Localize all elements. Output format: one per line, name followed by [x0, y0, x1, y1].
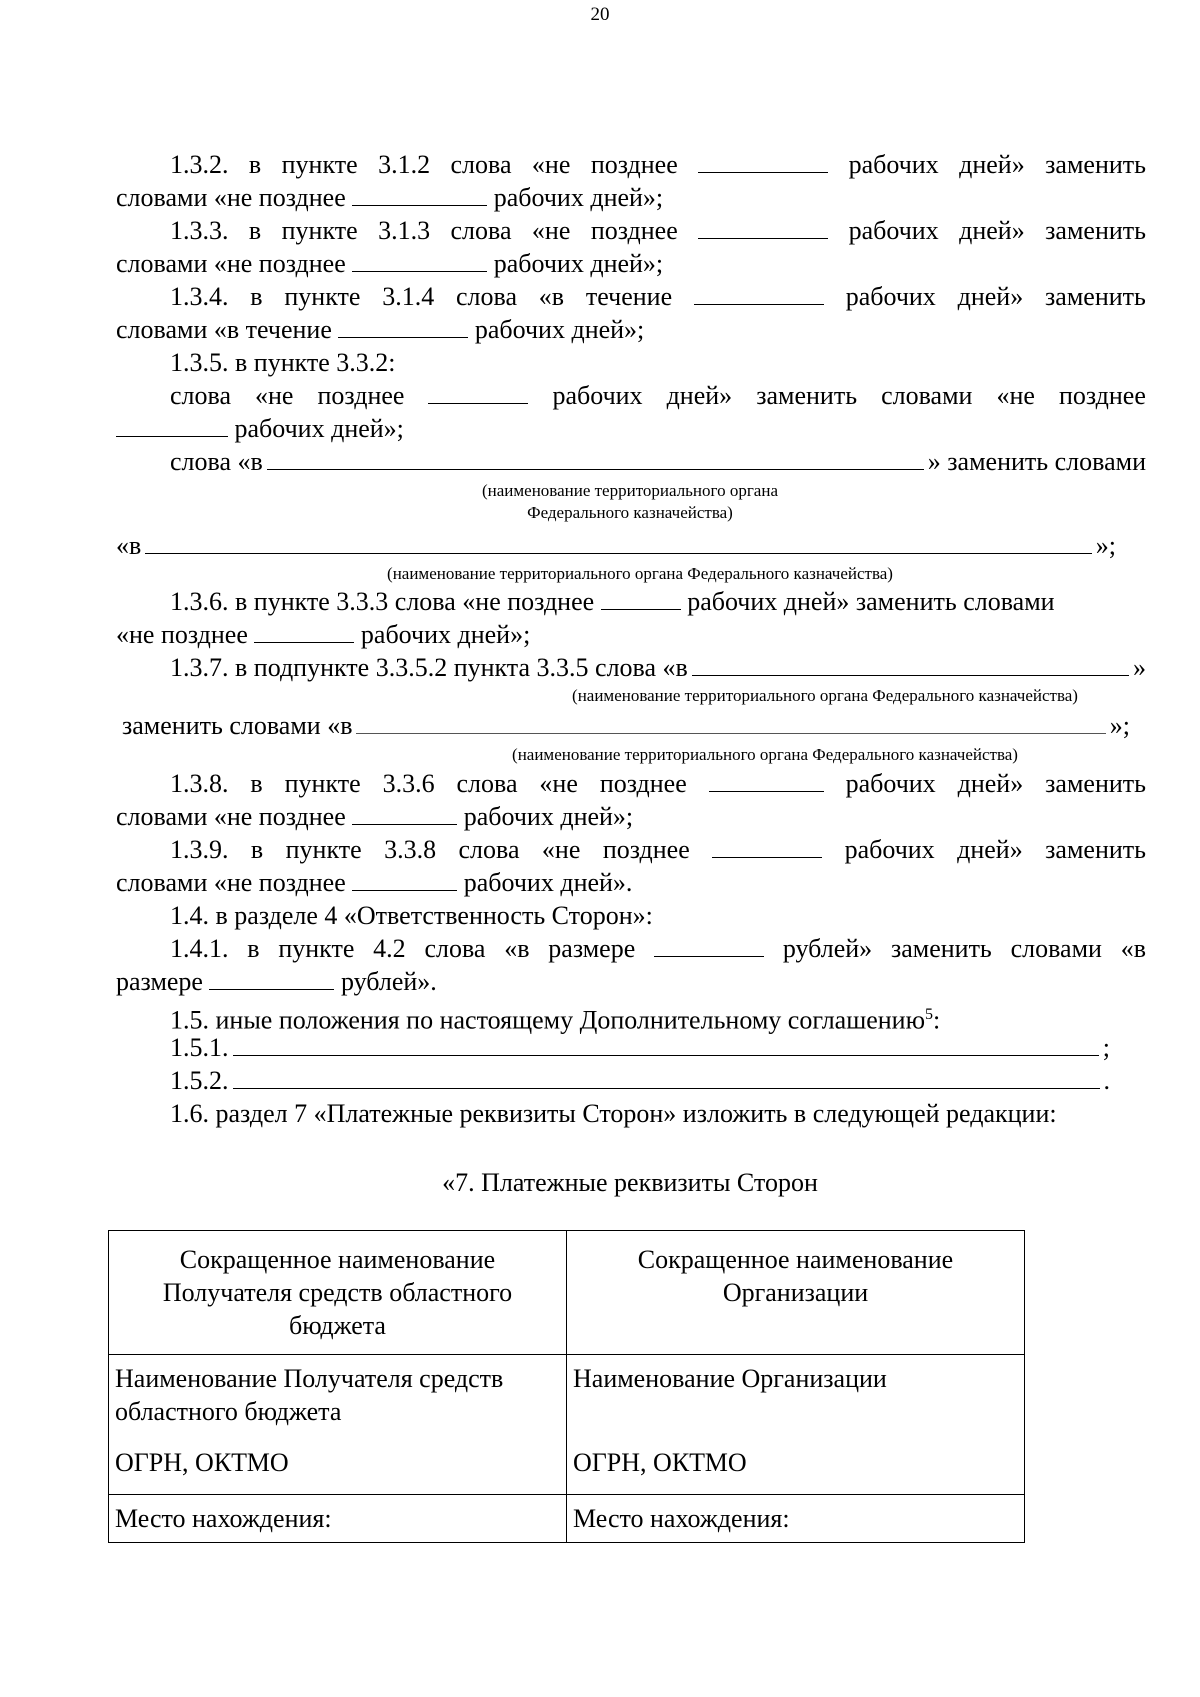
text: рабочих дней»;	[474, 315, 645, 344]
text: размере	[116, 967, 203, 996]
clause-1-4-1-line2	[116, 966, 1146, 997]
word: 1.3.2.	[170, 150, 229, 179]
word: пункте	[284, 282, 361, 311]
word: слова	[456, 282, 517, 311]
clause-1-3-2-line1	[170, 149, 1146, 180]
clause-1-3-3-line1	[170, 215, 1146, 246]
word: позднее	[590, 150, 678, 179]
text: »	[1133, 653, 1146, 682]
blank-field	[338, 314, 468, 338]
text: словами «не позднее	[116, 868, 346, 897]
blank-field	[267, 446, 924, 470]
blank-field	[712, 834, 822, 858]
clause-1-5-2	[170, 1065, 1110, 1096]
blank-field	[654, 933, 764, 957]
blank-field	[352, 801, 457, 825]
word: в	[248, 216, 262, 245]
word: «в	[1120, 934, 1146, 963]
text: 1.5. иные положения по настоящему Дополнительному соглашению	[170, 1005, 926, 1035]
recipient-name-label: Наименование Получателя средств областного бюджета	[115, 1364, 504, 1426]
word: 1.3.3.	[170, 216, 229, 245]
word: рабочих	[848, 150, 939, 179]
word: заменить	[1045, 835, 1146, 864]
table-header-cell: Сокращенное наименование Организации	[567, 1231, 1025, 1355]
text: словами «не позднее	[116, 249, 346, 278]
text: 1.3.6. в пункте 3.3.3 слова «не позднее	[170, 587, 595, 616]
word: рабочих	[844, 835, 935, 864]
word: заменить	[890, 934, 992, 963]
clause-1-6: 1.6. раздел 7 «Платежные реквизиты Сторон» изложить в следующей редакции:	[170, 1099, 1057, 1128]
word: заменить	[1045, 216, 1146, 245]
word: 3.1.4	[382, 282, 435, 311]
word: рабочих	[845, 282, 936, 311]
organization-name-label: Наименование Организации	[573, 1364, 887, 1393]
word: в	[250, 769, 263, 798]
text: »;	[1109, 711, 1130, 740]
clause-1-5	[170, 999, 1146, 1036]
ogrn-label: ОГРН, ОКТМО	[115, 1448, 289, 1477]
table-row	[109, 1495, 1025, 1543]
word: 4.2	[373, 934, 406, 963]
word: заменить	[1045, 769, 1146, 798]
word: слова	[170, 381, 231, 410]
word: 3.1.3	[378, 216, 431, 245]
word: «не	[541, 835, 581, 864]
word: рублей»	[782, 934, 873, 963]
clause-1-5-1	[170, 1032, 1110, 1063]
text: рабочих дней»;	[360, 620, 531, 649]
word: «в	[538, 282, 565, 311]
word: заменить	[756, 381, 858, 410]
word: рабочих	[845, 769, 936, 798]
blank-field	[352, 248, 487, 272]
text: рабочих дней» заменить словами	[687, 587, 1055, 616]
table-row	[109, 1231, 1025, 1355]
text: «в	[116, 531, 142, 560]
text: «не позднее	[116, 620, 248, 649]
word: слова	[458, 835, 520, 864]
text: .	[1103, 1066, 1110, 1095]
text: 1.5.1.	[170, 1033, 229, 1062]
word: «в	[504, 934, 530, 963]
text: » заменить словами	[927, 447, 1146, 476]
text: рабочих дней».	[463, 868, 633, 897]
text: рублей».	[340, 967, 437, 996]
field-caption: (наименование территориального органа Федерального казначейства)	[387, 564, 893, 583]
text: словами «не позднее	[116, 802, 346, 831]
word: пункте	[278, 934, 355, 963]
clause-1-4: 1.4. в разделе 4 «Ответственность Сторон»:	[170, 901, 653, 930]
text: рабочих дней»;	[493, 183, 664, 212]
word: словами	[881, 381, 973, 410]
word: 1.4.1.	[170, 934, 229, 963]
field-caption: Федерального казначейства)	[527, 503, 733, 522]
page-number: 20	[590, 4, 610, 25]
blank-field	[116, 413, 228, 437]
word: «не	[255, 381, 294, 410]
clause-1-3-5-line1	[170, 380, 1146, 411]
blank-field	[601, 586, 681, 610]
field-caption: (наименование территориального органа Федерального казначейства)	[572, 686, 1078, 705]
word: «не	[996, 381, 1035, 410]
word: позднее	[599, 769, 687, 798]
word: 1.3.4.	[170, 282, 229, 311]
blank-field	[698, 215, 828, 239]
word: слова	[450, 216, 512, 245]
blank-field	[428, 380, 528, 404]
ogrn-label: ОГРН, ОКТМО	[573, 1448, 747, 1477]
word: дней»	[957, 769, 1024, 798]
word: течение	[585, 282, 673, 311]
word: 3.1.2	[378, 150, 431, 179]
word: 3.3.6	[382, 769, 435, 798]
clause-1-3-5-head: 1.3.5. в пункте 3.3.2:	[170, 348, 396, 377]
clause-1-3-5-line2	[116, 413, 1146, 444]
word: дней»	[957, 282, 1024, 311]
word: пункте	[281, 150, 358, 179]
word: в	[247, 934, 260, 963]
word: в	[250, 835, 264, 864]
blank-field	[698, 149, 828, 173]
blank-field	[709, 768, 824, 792]
word: в	[248, 150, 262, 179]
text: рабочих дней»;	[493, 249, 664, 278]
table-cell	[109, 1355, 567, 1495]
clause-1-3-6-line1	[170, 586, 1146, 617]
clause-1-3-4-line2	[116, 314, 1146, 345]
clause-1-3-7-line2	[122, 710, 1130, 741]
footnote-mark: 5	[925, 1006, 934, 1023]
word: рабочих	[552, 381, 643, 410]
blank-field	[352, 867, 457, 891]
word: пункте	[284, 769, 361, 798]
word: в	[250, 282, 263, 311]
word: слова	[424, 934, 486, 963]
field-caption: (наименование территориального органа	[481, 481, 778, 500]
text: словами «не позднее	[116, 183, 346, 212]
word: пункте	[281, 216, 358, 245]
text: 1.3.7. в подпункте 3.3.5.2 пункта 3.3.5 слова «в	[170, 653, 688, 682]
text: ;	[1102, 1033, 1110, 1062]
clause-1-3-5-line3	[170, 446, 1146, 477]
clause-1-3-8-line1	[170, 768, 1146, 799]
table-cell	[567, 1355, 1025, 1495]
word: заменить	[1045, 150, 1146, 179]
blank-field	[233, 1065, 1100, 1089]
blank-field	[692, 652, 1129, 676]
clause-1-3-2-line2	[116, 182, 1146, 213]
word: «не	[531, 216, 571, 245]
blank-field	[209, 966, 334, 990]
clause-1-3-5-line4	[116, 530, 1116, 561]
word: дней»	[959, 216, 1025, 245]
text: заменить словами «в	[122, 711, 353, 740]
payment-details-table	[108, 1230, 1025, 1543]
clause-1-3-8-line2	[116, 801, 1146, 832]
word: размере	[548, 934, 636, 963]
word: 3.3.8	[384, 835, 437, 864]
blank-field	[254, 619, 354, 643]
word: рабочих	[848, 216, 939, 245]
clause-1-3-3-line2	[116, 248, 1146, 279]
word: дней»	[666, 381, 733, 410]
blank-field	[145, 530, 1091, 554]
word: дней»	[957, 835, 1023, 864]
word: словами	[1010, 934, 1102, 963]
word: позднее	[317, 381, 405, 410]
word: дней»	[959, 150, 1025, 179]
table-row	[109, 1355, 1025, 1495]
word: слова	[456, 769, 518, 798]
text: слова «в	[170, 447, 263, 476]
place-label: Место нахождения:	[109, 1495, 567, 1543]
clause-1-4-1-line1	[170, 933, 1146, 964]
text: :	[933, 1005, 941, 1035]
word: 1.3.9.	[170, 835, 229, 864]
word: заменить	[1045, 282, 1146, 311]
clause-1-3-6-line2	[116, 619, 1146, 650]
blank-field	[233, 1032, 1099, 1056]
word: позднее	[602, 835, 690, 864]
clause-1-3-9-line1	[170, 834, 1146, 865]
blank-field	[356, 710, 1105, 734]
word: слова	[450, 150, 512, 179]
table-header-cell: Сокращенное наименование Получателя средств областного бюджета	[109, 1231, 567, 1355]
blank-field	[694, 281, 824, 305]
clause-1-3-9-line2	[116, 867, 1146, 898]
text: »;	[1095, 531, 1116, 560]
word: «не	[531, 150, 571, 179]
word: «не	[539, 769, 578, 798]
clause-1-3-4-line1	[170, 281, 1146, 312]
text: словами «в течение	[116, 315, 332, 344]
word: пункте	[285, 835, 362, 864]
place-label: Место нахождения:	[567, 1495, 1025, 1543]
word: 1.3.8.	[170, 769, 229, 798]
blank-field	[352, 182, 487, 206]
text: 1.5.2.	[170, 1066, 229, 1095]
clause-1-3-7-line1	[170, 652, 1146, 683]
text: рабочих дней»;	[463, 802, 634, 831]
word: позднее	[590, 216, 678, 245]
section-heading: «7. Платежные реквизиты Сторон	[442, 1168, 818, 1197]
field-caption: (наименование территориального органа Федерального казначейства)	[512, 745, 1018, 764]
word: позднее	[1058, 381, 1146, 410]
text: рабочих дней»;	[234, 414, 404, 443]
